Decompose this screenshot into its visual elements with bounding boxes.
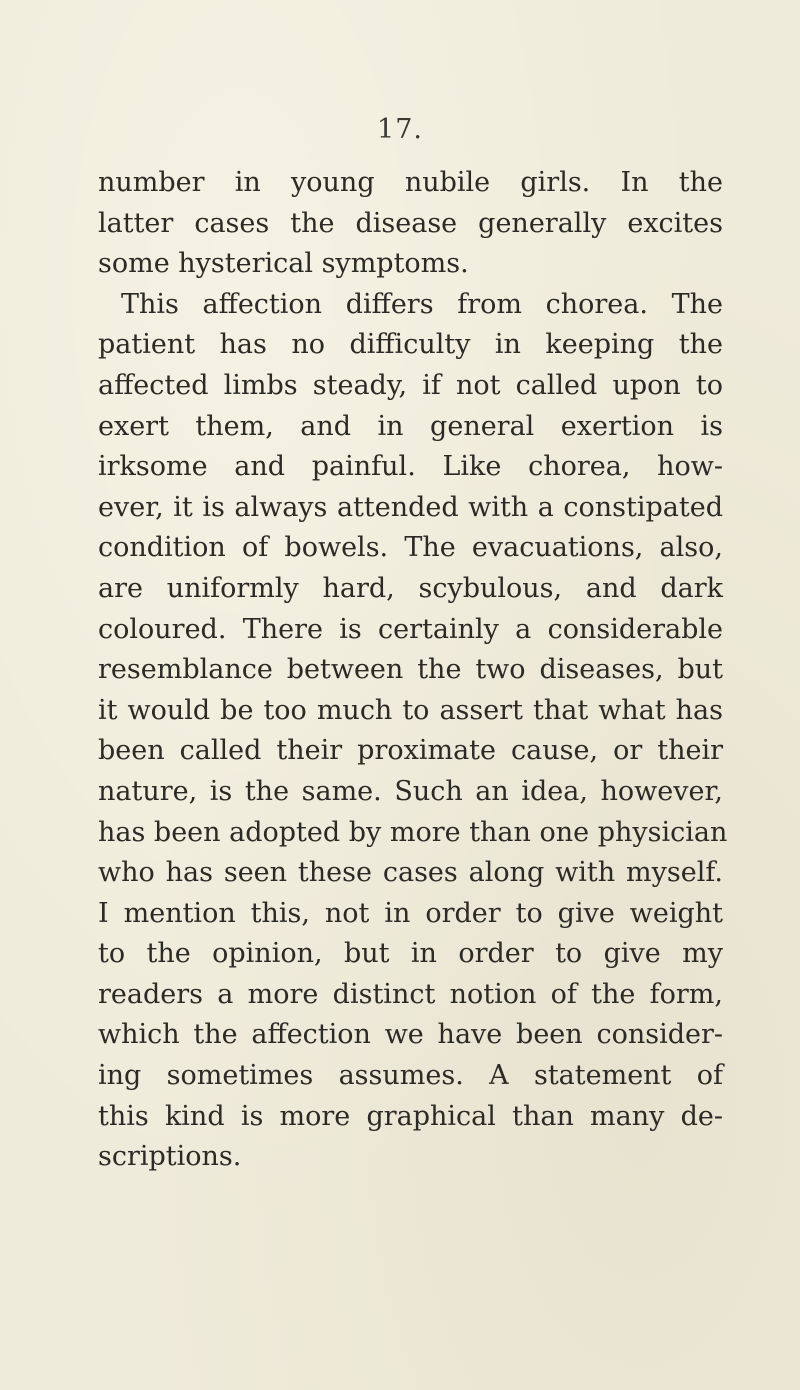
text-line: nature, is the same. Such an idea, however, [98, 775, 723, 807]
text-line: I mention this, not in order to give weight [98, 897, 723, 929]
text-line: who has seen these cases along with myself. [98, 857, 723, 889]
text-line: number in young nubile girls. In the [98, 167, 723, 198]
text-line: some hysterical symptoms. [98, 248, 469, 280]
text-line: coloured. There is certainly a considerable [98, 613, 723, 645]
text-line: ing sometimes assumes. A statement of [98, 1060, 723, 1092]
text-line: latter cases the disease generally excites [98, 207, 723, 239]
text-line: patient has no difficulty in keeping the [98, 329, 723, 361]
text-line: condition of bowels. The evacuations, also, [98, 532, 723, 564]
text-line: been called their proximate cause, or their [98, 735, 723, 767]
text-line: irksome and painful. Like chorea, how- [98, 451, 723, 483]
text-line: which the affection we have been consider- [98, 1019, 723, 1051]
text-line: resemblance between the two diseases, but [98, 654, 723, 686]
text-line: are uniformly hard, scybulous, and dark [98, 572, 723, 604]
text-line: to the opinion, but in order to give my [98, 938, 723, 970]
text-line: scriptions. [98, 1141, 242, 1173]
text-line: affected limbs steady, if not called upon to [98, 369, 723, 401]
text-line: readers a more distinct notion of the form, [98, 978, 723, 1010]
text-line: exert them, and in general exertion is [98, 410, 723, 442]
text-line: This affection differs from chorea. The [121, 288, 723, 320]
text-line: this kind is more graphical than many de- [98, 1100, 723, 1132]
text-line: has been adopted by more than one physician [98, 816, 728, 848]
text-line: ever, it is always attended with a constipated [98, 491, 723, 523]
text-line: it would be too much to assert that what has [98, 694, 723, 726]
body-text [98, 163, 728, 1178]
page-number: 17. [377, 114, 423, 145]
